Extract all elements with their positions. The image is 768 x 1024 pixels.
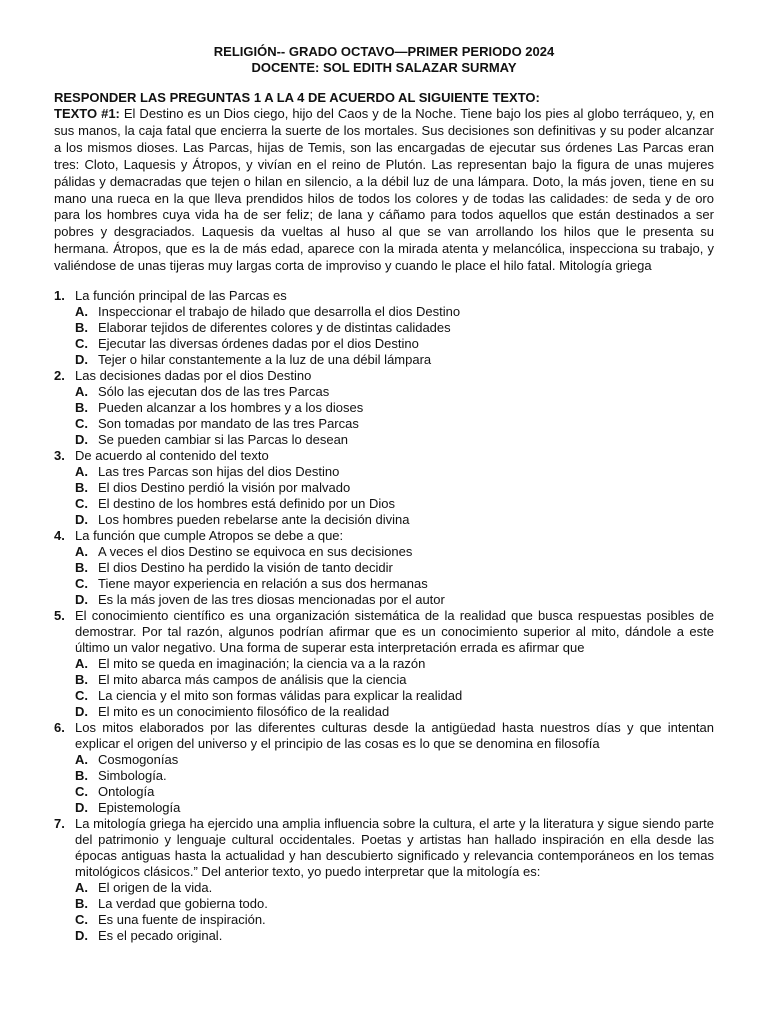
answer-option-6-b — [75, 768, 714, 784]
option-text: Tejer o hilar constantemente a la luz de una débil lámpara — [98, 352, 432, 368]
option-text: El origen de la vida. — [98, 880, 213, 896]
option-letter: C. — [75, 784, 88, 800]
option-text: A veces el dios Destino se equivoca en sus decisiones — [98, 544, 413, 560]
option-text: Tiene mayor experiencia en relación a sus dos hermanas — [98, 576, 428, 592]
option-letter: B. — [75, 480, 88, 496]
question-number: 6. — [54, 720, 65, 736]
option-letter: D. — [75, 928, 88, 944]
answer-option-4-b — [75, 560, 714, 576]
option-letter: B. — [75, 560, 88, 576]
option-text: El dios Destino ha perdido la visión de tanto decidir — [98, 560, 393, 576]
answer-option-7-a — [75, 880, 714, 896]
option-letter: C. — [75, 336, 88, 352]
answer-option-1-b — [75, 320, 714, 336]
option-text: Se pueden cambiar si las Parcas lo desean — [98, 432, 349, 448]
answer-option-4-a — [75, 544, 714, 560]
question-3 — [54, 448, 714, 528]
question-number: 5. — [54, 608, 65, 624]
option-letter: C. — [75, 688, 88, 704]
answer-option-1-c — [75, 336, 714, 352]
answer-option-6-a — [75, 752, 714, 768]
question-number: 7. — [54, 816, 65, 832]
passage — [54, 106, 714, 275]
option-letter: A. — [75, 656, 88, 672]
answer-option-7-d — [75, 928, 714, 944]
option-letter: D. — [75, 432, 88, 448]
option-letter: A. — [75, 880, 88, 896]
option-letter: D. — [75, 800, 88, 816]
option-text: Es la más joven de las tres diosas mencionadas por el autor — [98, 592, 445, 608]
answer-option-3-a — [75, 464, 714, 480]
answer-option-5-d — [75, 704, 714, 720]
answer-option-3-d — [75, 512, 714, 528]
option-text: Es una fuente de inspiración. — [98, 912, 266, 928]
option-text: La verdad que gobierna todo. — [98, 896, 268, 912]
option-text: Elaborar tejidos de diferentes colores y de distintas calidades — [98, 320, 451, 336]
option-text: Pueden alcanzar a los hombres y a los dioses — [98, 400, 364, 416]
option-text: El mito es un conocimiento filosófico de la realidad — [98, 704, 390, 720]
option-text: El destino de los hombres está definido por un Dios — [98, 496, 396, 512]
question-number: 4. — [54, 528, 65, 544]
question-stem: Los mitos elaborados por las diferentes culturas desde la antigüedad hasta nuestros días y que intentan explicar el origen del universo y el principio de las cosas es lo que se denomina en filosofía — [75, 720, 714, 752]
option-text: Ontología — [98, 784, 155, 800]
answer-option-2-b — [75, 400, 714, 416]
question-list — [54, 288, 714, 944]
question-stem: La mitología griega ha ejercido una amplia influencia sobre la cultura, el arte y la literatura y sigue siendo parte del patrimonio y lenguaje cultural occidentales. Poetas y artistas han hallado inspiración en ella desde las épocas antiguas hasta la actualidad y han descubierto significado y relevancia contemporáneos en los temas mitológicos clásicos.” Del anterior texto, yo puedo interpretar que la mitología es: — [75, 816, 714, 880]
option-letter: B. — [75, 320, 88, 336]
option-letter: B. — [75, 896, 88, 912]
question-stem: De acuerdo al contenido del texto — [75, 448, 269, 464]
option-text: Es el pecado original. — [98, 928, 223, 944]
question-stem: El conocimiento científico es una organización sistemática de la realidad que busca respuestas posibles de demostrar. Por tal razón, algunos podrían afirmar que es un conocimiento superior al mito, dándole a este último un valor negativo. Una forma de superar esta interpretación errada es afirmar que — [75, 608, 714, 656]
option-letter: A. — [75, 384, 88, 400]
question-5 — [54, 608, 714, 720]
passage-label: TEXTO #1: — [54, 106, 120, 121]
question-stem: La función principal de las Parcas es — [75, 288, 287, 304]
option-letter: A. — [75, 464, 88, 480]
option-letter: B. — [75, 400, 88, 416]
answer-option-3-c — [75, 496, 714, 512]
header-teacher: DOCENTE: SOL EDITH SALAZAR SURMAY — [251, 60, 517, 75]
question-number: 2. — [54, 368, 65, 384]
option-text: Las tres Parcas son hijas del dios Destino — [98, 464, 340, 480]
option-letter: B. — [75, 672, 88, 688]
answer-option-5-a — [75, 656, 714, 672]
option-text: Sólo las ejecutan dos de las tres Parcas — [98, 384, 330, 400]
answer-option-5-c — [75, 688, 714, 704]
question-6 — [54, 720, 714, 816]
option-letter: D. — [75, 352, 88, 368]
option-letter: A. — [75, 752, 88, 768]
question-2 — [54, 368, 714, 448]
answer-option-7-c — [75, 912, 714, 928]
answer-option-6-d — [75, 800, 714, 816]
question-4 — [54, 528, 714, 608]
option-list — [54, 656, 714, 720]
option-list — [54, 752, 714, 816]
option-text: Son tomadas por mandato de las tres Parcas — [98, 416, 359, 432]
option-list — [54, 464, 714, 528]
option-letter: D. — [75, 592, 88, 608]
answer-option-1-d — [75, 352, 714, 368]
question-7 — [54, 816, 714, 944]
answer-option-7-b — [75, 896, 714, 912]
option-list — [54, 544, 714, 608]
option-letter: A. — [75, 304, 88, 320]
option-text: Inspeccionar el trabajo de hilado que desarrolla el dios Destino — [98, 304, 461, 320]
option-letter: C. — [75, 416, 88, 432]
header-title: RELIGIÓN-- GRADO OCTAVO—PRIMER PERIODO 2024 — [213, 44, 555, 59]
answer-option-5-b — [75, 672, 714, 688]
question-stem: Las decisiones dadas por el dios Destino — [75, 368, 312, 384]
option-list — [54, 384, 714, 448]
option-text: Epistemología — [98, 800, 181, 816]
instruction: RESPONDER LAS PREGUNTAS 1 A LA 4 DE ACUERDO AL SIGUIENTE TEXTO: — [54, 90, 540, 105]
option-letter: A. — [75, 544, 88, 560]
answer-option-4-c — [75, 576, 714, 592]
passage-body: El Destino es un Dios ciego, hijo del Caos y de la Noche. Tiene bajo los pies al globo terráqueo, y, en sus manos, la caja fatal que encierra la suerte de los mortales. Sus decisiones son definitivas y su poder alcanzar a los mismos dioses. Las Parcas, hijas de Temis, son las encargadas de ejecutar sus órdenes Las Parcas eran tres: Cloto, Laquesis y Átropos, y vivían en el reino de Plutón. Las representan bajo la figura de unas mujeres pálidas y demacradas que tejen o hilan en silencio, a la débil luz de una lámpara. Doto, la más joven, tiene en su mano una rueca en la que lleva prendidos hilos de todos los colores y de todas las calidades: de seda y de oro para los hombres cuya vida ha de ser feliz; de lana y cáñamo para todos aquellos que están destinados a ser pobres y desgraciados. Laquesis da vueltas al huso al que se van arrollando los hilos que le presenta su hermana. Átropos, que es la de más edad, aparece con la mirada atenta y melancólica, inspecciona su trabajo, y valiéndose de unas tijeras muy largas corta de improviso y cuando le place el hilo fatal. Mitología griega — [54, 106, 714, 274]
option-letter: C. — [75, 576, 88, 592]
option-text: La ciencia y el mito son formas válidas para explicar la realidad — [98, 688, 463, 704]
answer-option-4-d — [75, 592, 714, 608]
answer-option-1-a — [75, 304, 714, 320]
option-letter: D. — [75, 704, 88, 720]
option-letter: D. — [75, 512, 88, 528]
document-header — [54, 44, 714, 76]
question-1 — [54, 288, 714, 368]
option-list — [54, 304, 714, 368]
option-text: Ejecutar las diversas órdenes dadas por el dios Destino — [98, 336, 419, 352]
option-letter: C. — [75, 912, 88, 928]
question-number: 3. — [54, 448, 65, 464]
option-letter: B. — [75, 768, 88, 784]
question-stem: La función que cumple Atropos se debe a que: — [75, 528, 344, 544]
option-text: Cosmogonías — [98, 752, 179, 768]
option-list — [54, 880, 714, 944]
answer-option-2-d — [75, 432, 714, 448]
option-text: Los hombres pueden rebelarse ante la decisión divina — [98, 512, 410, 528]
answer-option-6-c — [75, 784, 714, 800]
answer-option-3-b — [75, 480, 714, 496]
option-text: Simbología. — [98, 768, 167, 784]
question-number: 1. — [54, 288, 65, 304]
option-text: El dios Destino perdió la visión por malvado — [98, 480, 351, 496]
answer-option-2-c — [75, 416, 714, 432]
option-letter: C. — [75, 496, 88, 512]
option-text: El mito abarca más campos de análisis que la ciencia — [98, 672, 407, 688]
option-text: El mito se queda en imaginación; la ciencia va a la razón — [98, 656, 426, 672]
answer-option-2-a — [75, 384, 714, 400]
